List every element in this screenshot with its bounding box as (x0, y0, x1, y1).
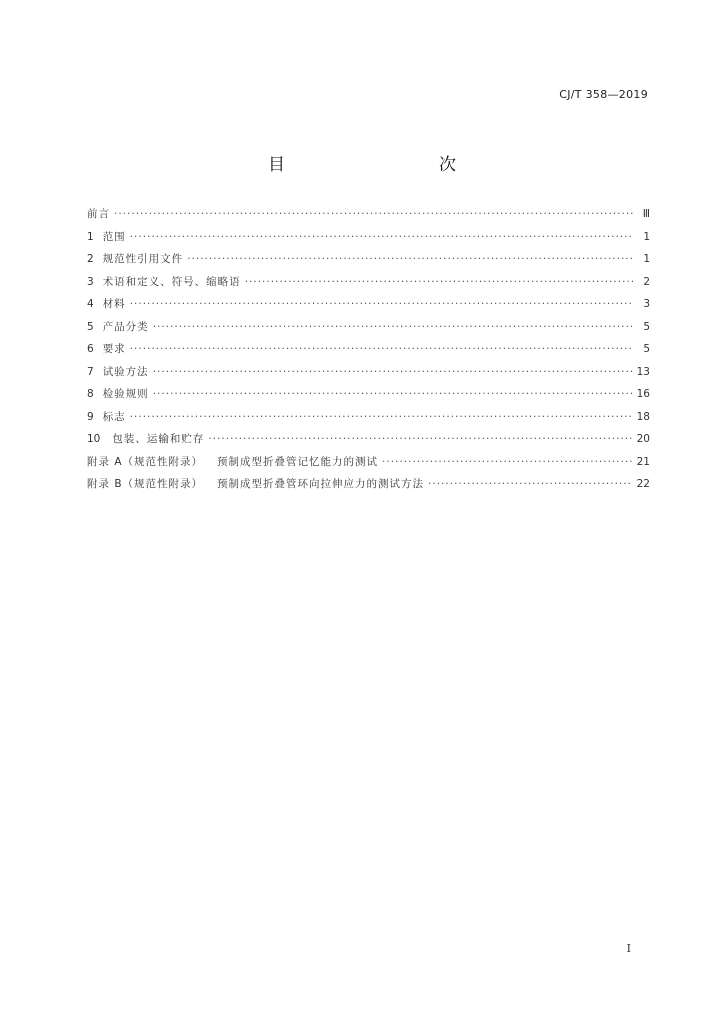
toc-entry-label: 检验规则 (102, 388, 149, 400)
toc-leader-dots (130, 411, 633, 423)
toc-entry-2[interactable] (87, 251, 650, 274)
page-title: 目 次 (268, 155, 496, 175)
toc-entry-label: 规范性引用文件 (102, 253, 184, 265)
toc-entry-3[interactable] (87, 274, 650, 297)
toc-entry-page: 16 (636, 388, 650, 400)
standard-code: CJ/T 358—2019 (559, 88, 648, 101)
toc-entry-page: 18 (636, 410, 650, 423)
toc-appendix-label: 附录 A（规范性附录） (87, 455, 204, 468)
toc-entry-page: 1 (643, 230, 650, 243)
toc-entry-number: 3 (87, 275, 94, 288)
toc-entry-number: 8 (87, 388, 94, 400)
toc-entry-page: 5 (643, 343, 650, 355)
toc-entry-foreword[interactable] (87, 206, 650, 229)
toc-entry-label: 产品分类 (102, 320, 149, 333)
toc-leader-dots (130, 343, 634, 355)
toc-entry-number: 9 (87, 410, 94, 423)
toc-appendix-label: 附录 B（规范性附录） (87, 478, 204, 490)
toc-entry-number: 1 (87, 230, 94, 243)
toc-entry-label: 前言 (87, 208, 110, 220)
toc-entry-page: Ⅲ (642, 208, 650, 220)
toc-entry-label: 包装、运输和贮存 (112, 433, 205, 445)
toc-appendix-title: 预制成型折叠管环向拉伸应力的测试方法 (217, 478, 425, 490)
toc-entry-page: 3 (643, 298, 650, 310)
toc-entry-number: 6 (87, 343, 94, 355)
toc-entry-9[interactable] (87, 409, 650, 432)
toc-entry-number: 5 (87, 320, 94, 333)
toc-leader-dots (245, 276, 634, 288)
toc-entry-label: 范围 (102, 230, 126, 243)
toc-entry-label: 术语和定义、符号、缩略语 (102, 275, 241, 288)
toc-entry-8[interactable] (87, 386, 650, 409)
table-of-contents (87, 206, 650, 499)
toc-entry-page: 13 (636, 365, 650, 378)
toc-entry-appendix-b[interactable] (87, 476, 650, 499)
toc-entry-number: 4 (87, 298, 94, 310)
toc-entry-number: 10 (87, 433, 101, 445)
toc-leader-dots (153, 321, 634, 333)
toc-entry-10[interactable] (87, 431, 650, 454)
toc-entry-label: 要求 (102, 343, 126, 355)
toc-entry-page: 20 (636, 433, 650, 445)
toc-entry-number: 7 (87, 365, 94, 378)
toc-leader-dots (382, 456, 633, 468)
toc-entry-page: 22 (636, 478, 650, 490)
toc-entry-label: 试验方法 (102, 365, 149, 378)
toc-leader-dots (153, 388, 633, 400)
toc-leader-dots (130, 298, 634, 310)
toc-leader-dots (208, 433, 632, 445)
toc-leader-dots (428, 478, 633, 490)
toc-entry-6[interactable] (87, 341, 650, 364)
toc-leader-dots (130, 231, 634, 243)
toc-entry-page: 21 (636, 455, 650, 468)
toc-entry-label: 材料 (102, 298, 126, 310)
toc-entry-4[interactable] (87, 296, 650, 319)
toc-entry-number: 2 (87, 253, 94, 265)
toc-leader-dots (187, 253, 634, 265)
toc-entry-page: 1 (643, 253, 650, 265)
toc-leader-dots (153, 366, 633, 378)
toc-entry-7[interactable] (87, 364, 650, 387)
toc-appendix-title: 预制成型折叠管记忆能力的测试 (217, 455, 379, 468)
toc-entry-page: 5 (643, 320, 650, 333)
toc-entry-page: 2 (643, 275, 650, 288)
toc-entry-label: 标志 (102, 410, 126, 423)
toc-leader-dots (114, 208, 634, 220)
page-number: I (626, 942, 631, 955)
toc-entry-5[interactable] (87, 319, 650, 342)
toc-entry-appendix-a[interactable] (87, 454, 650, 477)
toc-entry-1[interactable] (87, 229, 650, 252)
